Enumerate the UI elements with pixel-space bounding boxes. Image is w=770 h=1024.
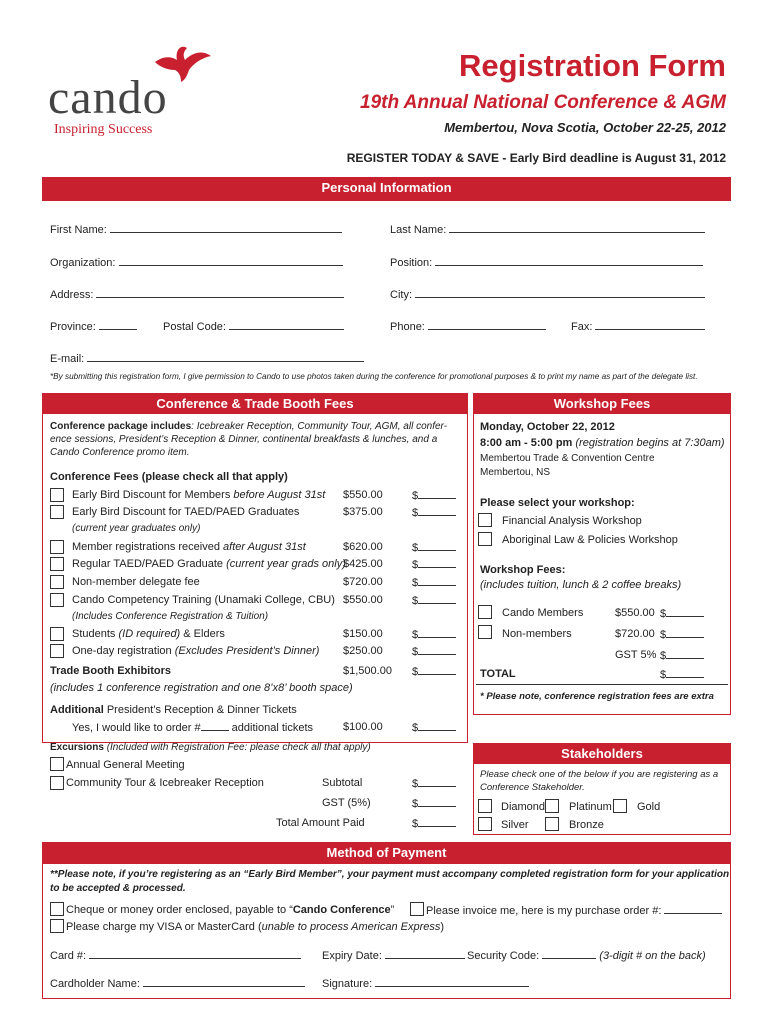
tour-label: Community Tour & Icebreaker Reception — [66, 777, 264, 789]
platinum-checkbox[interactable] — [545, 799, 559, 813]
bronze-label: Bronze — [569, 819, 604, 831]
brand-name: cando — [48, 71, 168, 124]
brand-tagline: Inspiring Success — [54, 122, 153, 137]
nonmember-label: Non-member delegate fee — [72, 576, 200, 588]
photo-consent-note: *By submitting this registration form, I give permission to Cando to use photos taken during the conference for promotional purposes & to print my name as part of the delegate list. — [50, 372, 698, 381]
trade-booth-amount[interactable] — [418, 665, 456, 675]
last-name-label: Last Name: — [390, 224, 447, 236]
nonmember-checkbox[interactable] — [50, 575, 64, 589]
dollar-sign: $ — [412, 722, 419, 734]
trade-booth-price: $1,500.00 — [343, 665, 392, 677]
additional-label: Additional — [50, 704, 104, 716]
training-amount[interactable] — [418, 594, 456, 604]
member-after-checkbox[interactable] — [50, 540, 64, 554]
security-label: Security Code: — [467, 950, 540, 962]
early-bird-banner: REGISTER TODAY & SAVE - Early Bird deadline is August 31, 2012 — [346, 151, 726, 165]
postal-code-field[interactable] — [229, 320, 344, 330]
member-after-price: $620.00 — [343, 541, 383, 553]
oneday-price: $250.00 — [343, 645, 383, 657]
dollar-sign: $ — [412, 559, 419, 571]
total-paid-amount[interactable] — [418, 817, 456, 827]
early-bird-grads-amount[interactable] — [418, 506, 456, 516]
logo — [48, 40, 218, 140]
first-name-field[interactable] — [110, 223, 342, 233]
card-number-field[interactable] — [89, 949, 301, 959]
workshop-nonmembers-amount[interactable] — [666, 628, 704, 638]
oneday-checkbox[interactable] — [50, 644, 64, 658]
security-note: (3-digit # on the back) — [599, 950, 706, 962]
postal-code-label: Postal Code: — [163, 321, 226, 333]
financial-workshop-label: Financial Analysis Workshop — [502, 515, 642, 527]
order-text: Yes, I would like to order # — [72, 722, 201, 734]
workshop-nonmembers-price: $720.00 — [615, 628, 655, 640]
trade-booth-note: (includes 1 conference registration and one 8’x8’ booth space) — [50, 682, 353, 694]
dollar-sign: $ — [412, 577, 419, 589]
dollar-sign: $ — [412, 507, 419, 519]
workshop-time: 8:00 am - 5:00 pm — [480, 437, 573, 449]
cheque-label-end: ” — [390, 904, 395, 916]
card-charge-note: unable to process American Express — [261, 921, 441, 933]
package-text-2: ence sessions, President’s Reception & Dinner, continental breakfasts & lunches, and a — [50, 434, 438, 445]
subtotal-amount[interactable] — [418, 777, 456, 787]
early-bird-grads-note: (current year graduates only) — [72, 523, 201, 534]
students-note: (ID required) — [118, 628, 181, 640]
grad-regular-amount[interactable] — [418, 558, 456, 568]
conference-subtitle: 19th Annual National Conference & AGM — [360, 92, 726, 113]
stakeholders-header: Stakeholders — [473, 743, 731, 764]
workshop-extra-note: * Please note, conference registration fees are extra — [480, 691, 714, 702]
package-text-1: : Icebreaker Reception, Community Tour, AGM, all confer- — [191, 421, 448, 432]
city-label: City: — [390, 289, 412, 301]
early-bird-grads-label: Early Bird Discount for TAED/PAED Graduates — [72, 506, 300, 518]
training-label: Cando Competency Training (Unamaki College, CBU) — [72, 594, 335, 606]
dollar-sign: $ — [660, 608, 667, 620]
financial-workshop-checkbox[interactable] — [478, 513, 492, 527]
security-field[interactable] — [542, 949, 596, 959]
students-price: $150.00 — [343, 628, 383, 640]
silver-checkbox[interactable] — [478, 817, 492, 831]
cheque-label: Cheque or money order enclosed, payable to “ — [66, 904, 293, 916]
silver-label: Silver — [501, 819, 529, 831]
subtotal-label: Subtotal — [322, 777, 363, 789]
additional-text: President’s Reception & Dinner Tickets — [103, 704, 297, 716]
dollar-sign: $ — [660, 669, 667, 681]
conference-location: Membertou, Nova Scotia, October 22-25, 2012 — [444, 120, 726, 135]
gst-label: GST (5%) — [322, 797, 371, 809]
first-name-label: First Name: — [50, 224, 107, 236]
workshop-fees-label: Workshop Fees: — [480, 564, 566, 576]
address-field[interactable] — [96, 288, 344, 298]
phone-field[interactable] — [428, 320, 546, 330]
training-price: $550.00 — [343, 594, 383, 606]
nonmember-amount[interactable] — [418, 576, 456, 586]
ticket-count-field[interactable] — [201, 721, 229, 731]
address-label: Address: — [50, 289, 94, 301]
nonmember-price: $720.00 — [343, 576, 383, 588]
diamond-label: Diamond — [501, 801, 546, 813]
phone-label: Phone: — [390, 321, 425, 333]
early-bird-members-checkbox[interactable] — [50, 488, 64, 502]
ticket-price: $100.00 — [343, 721, 383, 733]
workshop-fees-header: Workshop Fees — [473, 393, 731, 414]
invoice-checkbox[interactable] — [410, 902, 424, 916]
workshop-gst-amount[interactable] — [666, 649, 704, 659]
oneday-amount[interactable] — [418, 645, 456, 655]
workshop-date: Monday, October 22, 2012 — [480, 421, 615, 433]
order-text-end: additional tickets — [228, 722, 314, 734]
oneday-label: One-day registration — [72, 645, 175, 657]
dollar-sign: $ — [412, 629, 419, 641]
students-amount[interactable] — [418, 628, 456, 638]
conference-fees-header: Conference & Trade Booth Fees — [42, 393, 468, 414]
dollar-sign: $ — [412, 798, 419, 810]
card-checkbox[interactable] — [50, 919, 64, 933]
cando-members-checkbox[interactable] — [478, 605, 492, 619]
province-field[interactable] — [99, 320, 137, 330]
invoice-label: Please invoice me, here is my purchase order #: — [426, 905, 662, 917]
cando-members-price: $550.00 — [615, 607, 655, 619]
cardholder-label: Cardholder Name: — [50, 978, 140, 990]
position-label: Position: — [390, 257, 433, 269]
workshop-total-amount[interactable] — [666, 668, 704, 678]
page-title: Registration Form — [459, 48, 726, 83]
agm-checkbox[interactable] — [50, 757, 64, 771]
cando-members-amount[interactable] — [666, 607, 704, 617]
excursions-label: Excursions — [50, 742, 104, 753]
workshop-fees-note: (includes tuition, lunch & 2 coffee breaks) — [480, 579, 682, 591]
personal-info-header: Personal Information — [42, 177, 731, 201]
workshop-total-label: TOTAL — [480, 668, 516, 680]
workshop-select-label: Please select your workshop: — [480, 497, 635, 509]
fax-field[interactable] — [595, 320, 705, 330]
early-bird-members-amount[interactable] — [418, 489, 456, 499]
students-checkbox[interactable] — [50, 627, 64, 641]
position-field[interactable] — [435, 256, 703, 266]
signature-label: Signature: — [322, 978, 373, 990]
excursions-note: (Included with Registration Fee: please check all that apply) — [103, 742, 371, 753]
workshop-time-note: (registration begins at 7:30am) — [572, 437, 725, 449]
workshop-nonmembers-checkbox[interactable] — [478, 625, 492, 639]
grad-regular-price: $425.00 — [343, 558, 383, 570]
conference-fees-heading: Conference Fees (please check all that apply) — [50, 471, 288, 483]
city-field[interactable] — [415, 288, 705, 298]
payment-header: Method of Payment — [42, 842, 731, 864]
signature-field[interactable] — [375, 977, 529, 987]
workshop-venue-2: Membertou, NS — [480, 467, 551, 478]
bronze-checkbox[interactable] — [545, 817, 559, 831]
agm-label: Annual General Meeting — [66, 759, 185, 771]
email-label: E-mail: — [50, 353, 85, 365]
gold-checkbox[interactable] — [613, 799, 627, 813]
grad-regular-note: (current year grads only) — [226, 558, 346, 570]
member-after-amount[interactable] — [418, 541, 456, 551]
payment-note-2: to be accepted & processed. — [50, 883, 186, 894]
card-charge-end: ) — [440, 921, 445, 933]
card-charge-label: Please charge my VISA or MasterCard ( — [66, 921, 262, 933]
last-name-field[interactable] — [449, 223, 705, 233]
training-checkbox[interactable] — [50, 593, 64, 607]
package-text-3: Cando Conference promo item. — [50, 447, 190, 458]
cheque-payee: Cando Conference — [292, 904, 391, 916]
workshop-nonmembers-label: Non-members — [502, 628, 572, 640]
early-bird-members-deadline: before August 31st — [233, 489, 326, 501]
member-after-deadline: after August 31st — [223, 541, 306, 553]
dollar-sign: $ — [412, 778, 419, 790]
tour-checkbox[interactable] — [50, 776, 64, 790]
early-bird-grads-checkbox[interactable] — [50, 505, 64, 519]
workshop-venue-1: Membertou Trade & Convention Centre — [480, 453, 655, 464]
cando-members-label: Cando Members — [502, 607, 584, 619]
ticket-amount[interactable] — [418, 721, 456, 731]
total-paid-label: Total Amount Paid — [276, 817, 365, 829]
organization-field[interactable] — [119, 256, 343, 266]
platinum-label: Platinum — [569, 801, 612, 813]
dollar-sign: $ — [660, 629, 667, 641]
grad-regular-label: Regular TAED/PAED Graduate — [72, 558, 227, 570]
dollar-sign: $ — [412, 818, 419, 830]
grad-regular-checkbox[interactable] — [50, 557, 64, 571]
students-elders: & Elders — [180, 628, 225, 640]
cheque-checkbox[interactable] — [50, 902, 64, 916]
dollar-sign: $ — [412, 666, 419, 678]
gold-label: Gold — [637, 801, 661, 813]
dollar-sign: $ — [412, 490, 419, 502]
workshop-total-rule — [476, 684, 728, 685]
trade-booth-label: Trade Booth Exhibitors — [50, 665, 172, 677]
students-label: Students — [72, 628, 119, 640]
oneday-note: (Excludes President’s Dinner) — [174, 645, 320, 657]
dollar-sign: $ — [412, 595, 419, 607]
diamond-checkbox[interactable] — [478, 799, 492, 813]
province-label: Province: — [50, 321, 96, 333]
early-bird-members-label: Early Bird Discount for Members — [72, 489, 234, 501]
law-workshop-label: Aboriginal Law & Policies Workshop — [502, 534, 678, 546]
purchase-order-field[interactable] — [664, 904, 722, 914]
package-label: Conference package includes — [50, 421, 192, 432]
email-field[interactable] — [87, 352, 364, 362]
gst-amount[interactable] — [418, 797, 456, 807]
dollar-sign: $ — [660, 650, 667, 662]
payment-note-1: **Please note, if you’re registering as an “Early Bird Member”, your payment must accompany completed registration form for your application — [50, 869, 730, 880]
stakeholders-text-1: Please check one of the below if you are registering as a — [480, 769, 719, 780]
early-bird-members-price: $550.00 — [343, 489, 383, 501]
dollar-sign: $ — [412, 542, 419, 554]
workshop-gst-label: GST 5% — [615, 649, 657, 661]
dollar-sign: $ — [412, 646, 419, 658]
card-number-label: Card #: — [50, 950, 87, 962]
expiry-field[interactable] — [385, 949, 465, 959]
member-after-label: Member registrations received — [72, 541, 224, 553]
stakeholders-text-2: Conference Stakeholder. — [480, 782, 585, 793]
training-note: (Includes Conference Registration & Tuition) — [72, 611, 269, 622]
law-workshop-checkbox[interactable] — [478, 532, 492, 546]
organization-label: Organization: — [50, 257, 116, 269]
early-bird-grads-price: $375.00 — [343, 506, 383, 518]
fax-label: Fax: — [571, 321, 593, 333]
expiry-label: Expiry Date: — [322, 950, 382, 962]
cardholder-field[interactable] — [143, 977, 305, 987]
